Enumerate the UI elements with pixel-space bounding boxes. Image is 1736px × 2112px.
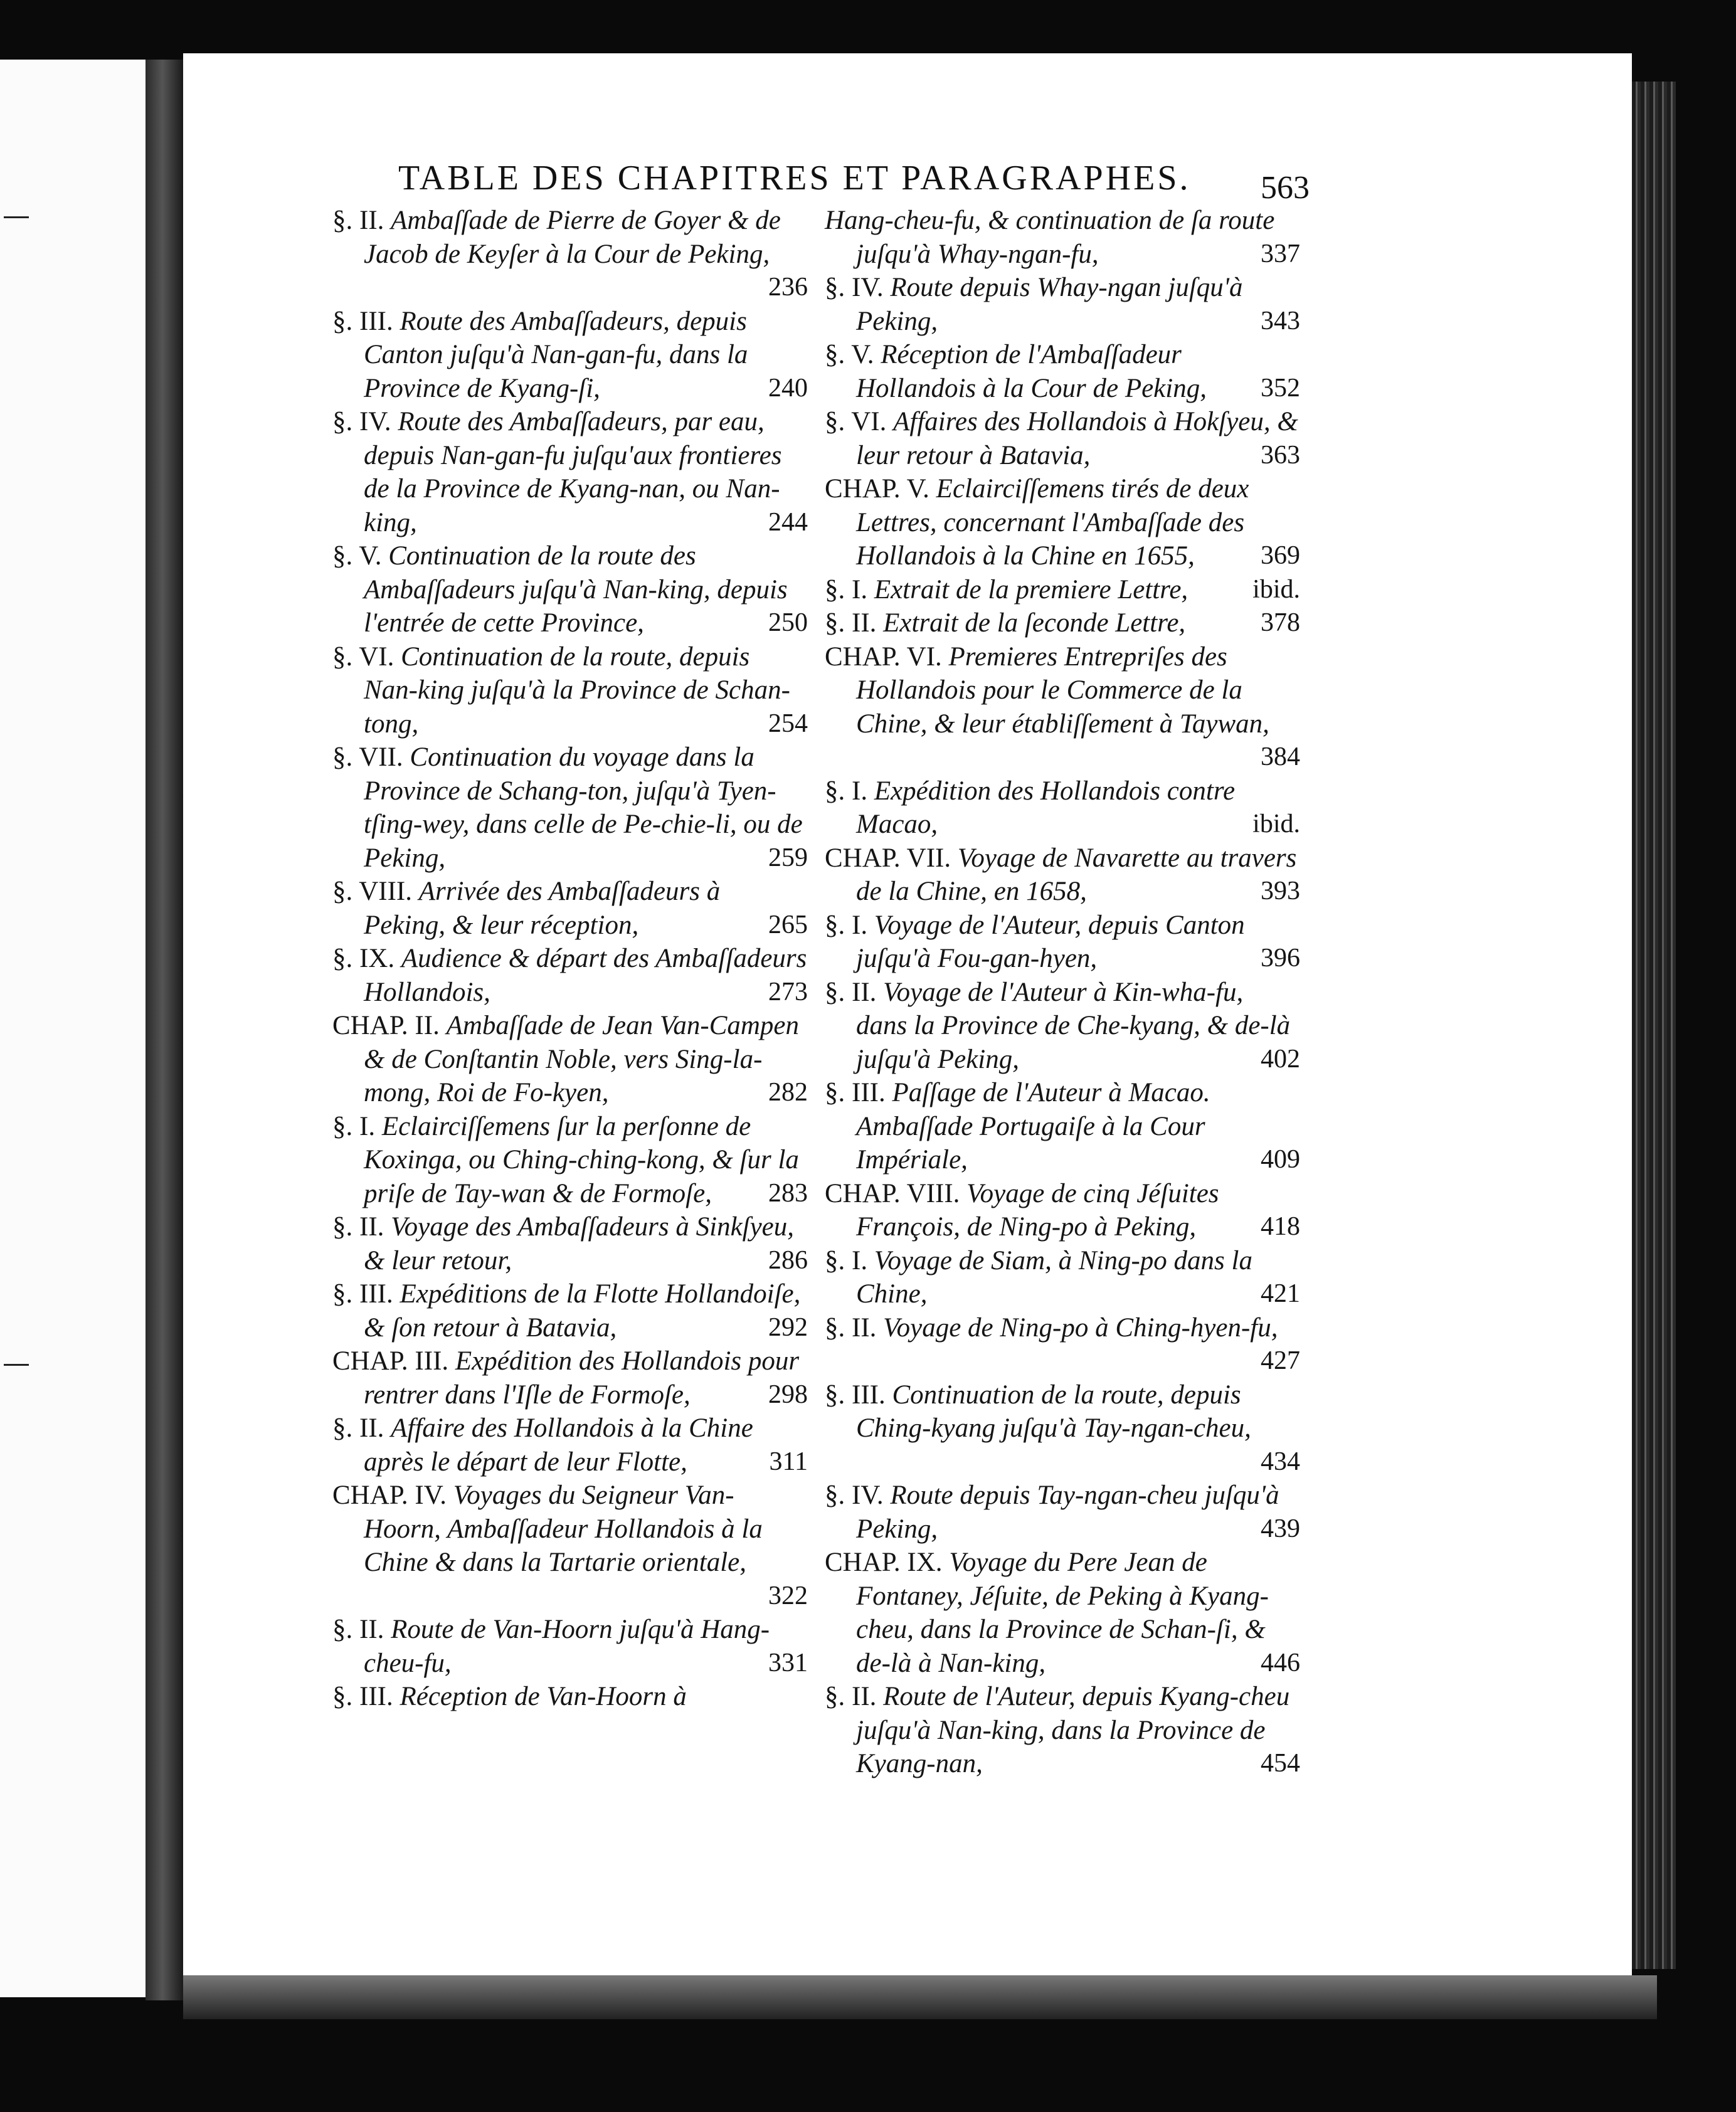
book-gutter	[146, 60, 183, 2000]
entry-page-number: 384	[1288, 741, 1300, 774]
toc-entry	[825, 640, 1300, 774]
section-mark: §. II.	[332, 1212, 384, 1242]
entry-title: Route de Van-Hoorn juſqu'à Hang-cheu-fu,	[364, 1615, 770, 1678]
entry-page-number: 439	[1288, 1513, 1300, 1546]
toc-entry	[332, 1344, 808, 1412]
toc-entry	[332, 1412, 808, 1479]
entry-title: Continuation de la route des Ambaſſadeurs juſqu'à Nan-king, depuis l'entrée de cette Province,	[364, 541, 788, 638]
entry-page-number: ibid.	[1280, 573, 1300, 607]
entry-title: Hang-cheu-fu, & continuation de ſa route juſqu'à Whay-ngan-fu,	[825, 206, 1275, 269]
toc-entry	[332, 875, 808, 942]
entry-page-number: 273	[796, 976, 808, 1010]
section-mark: §. II.	[332, 206, 384, 235]
entry-page-number: 434	[1288, 1445, 1300, 1479]
toc-entry	[332, 1110, 808, 1211]
section-mark: §. II.	[332, 1413, 384, 1443]
toc-entry	[825, 338, 1300, 405]
entry-title: Affaire des Hollandois à la Chine après le départ de leur Flotte,	[364, 1413, 753, 1477]
entry-title: Route de l'Auteur, depuis Kyang-cheu juſqu'à Nan-king, dans la Province de Kyang-nan,	[856, 1682, 1290, 1778]
section-mark: CHAP. IV.	[332, 1481, 447, 1510]
toc-entry	[825, 774, 1300, 842]
toc-entry	[825, 472, 1300, 573]
toc-entry	[332, 1680, 808, 1714]
section-mark: CHAP. VIII.	[825, 1178, 960, 1208]
toc-column-right	[825, 204, 1300, 1781]
facing-page-edge	[0, 60, 146, 1997]
toc-entry	[332, 539, 808, 640]
entry-title: Extrait de la premiere Lettre,	[874, 574, 1188, 605]
section-mark: §. IV.	[825, 1481, 884, 1510]
toc-entry	[825, 1244, 1300, 1311]
section-mark: §. VII.	[332, 742, 403, 772]
section-mark: §. VIII.	[332, 877, 412, 906]
toc-entry	[332, 1613, 808, 1680]
section-mark: §. III.	[825, 1078, 886, 1107]
entry-title: Réception de Van-Hoorn à	[400, 1682, 687, 1711]
entry-page-number: 236	[796, 271, 808, 305]
section-mark: §. IX.	[332, 944, 395, 973]
toc-column-left	[332, 204, 808, 1714]
section-mark: §. III.	[825, 1380, 886, 1410]
toc-entry	[332, 1277, 808, 1344]
section-mark: CHAP. IX.	[825, 1548, 943, 1577]
entry-title: Voyage de cinq Jéſuites François, de Ning-po à Peking,	[856, 1178, 1219, 1242]
entry-title: Premieres Entrepriſes des Hollandois pour le Commerce de la Chine, & leur établiſſement à Taywan,	[856, 642, 1269, 739]
section-mark: §. I.	[825, 776, 868, 806]
entry-title: Affaires des Hollandois à Hokſyeu, & leur retour à Batavia,	[856, 407, 1298, 470]
section-mark: §. IV.	[825, 273, 884, 302]
entry-page-number: 396	[1288, 942, 1300, 976]
toc-entry	[332, 640, 808, 741]
toc-entry	[332, 1210, 808, 1277]
entry-page-number: 454	[1288, 1747, 1300, 1781]
section-mark: CHAP. VII.	[825, 843, 951, 873]
entry-title: Continuation de la route, depuis Ching-kyang juſqu'à Tay-ngan-cheu,	[856, 1380, 1251, 1443]
section-mark: §. I.	[825, 910, 868, 940]
section-mark: §. III.	[332, 1279, 393, 1309]
entry-page-number: 393	[1288, 875, 1300, 909]
section-mark: §. I.	[332, 1111, 376, 1141]
entry-title: Paſſage de l'Auteur à Macao. Ambaſſade Portugaiſe à la Cour Impériale,	[856, 1078, 1210, 1175]
toc-entry	[825, 1378, 1300, 1479]
entry-page-number: 311	[797, 1445, 808, 1479]
entry-title: Voyage des Ambaſſadeurs à Sinkſyeu, & leur retour,	[364, 1212, 795, 1275]
toc-entry	[332, 942, 808, 1009]
toc-entry	[825, 1311, 1300, 1378]
section-mark: §. VI.	[825, 407, 887, 436]
entry-page-number: 421	[1288, 1277, 1300, 1311]
entry-title: Extrait de la ſeconde Lettre,	[883, 608, 1186, 638]
margin-mark	[4, 216, 29, 218]
entry-page-number: 282	[796, 1076, 808, 1110]
entry-page-number: 337	[1288, 238, 1300, 272]
entry-title: Réception de l'Ambaſſadeur Hollandois à la Cour de Peking,	[856, 340, 1207, 403]
toc-entry	[825, 1177, 1300, 1244]
entry-title: Continuation de la route, depuis Nan-king juſqu'à la Province de Schan-tong,	[364, 642, 790, 739]
entry-page-number: 369	[1288, 539, 1300, 573]
toc-entry	[825, 1546, 1300, 1680]
toc-entry	[825, 909, 1300, 976]
entry-page-number: 402	[1288, 1043, 1300, 1077]
entry-title: Arrivée des Ambaſſadeurs à Peking, & leur réception,	[364, 877, 721, 940]
entry-title: Voyage de l'Auteur à Kin-wha-fu, dans la Province de Che-kyang, & de-là juſqu'à Peking,	[856, 977, 1291, 1074]
entry-page-number: 250	[796, 606, 808, 640]
toc-entry	[332, 305, 808, 406]
toc-entry	[825, 976, 1300, 1077]
entry-page-number: 409	[1288, 1143, 1300, 1177]
entry-page-number: 298	[796, 1378, 808, 1412]
toc-entry	[825, 1680, 1300, 1781]
section-mark: §. I.	[825, 1245, 868, 1275]
toc-entry	[825, 1076, 1300, 1177]
entry-title: Audience & départ des Ambaſſadeurs Hollandois,	[364, 944, 807, 1007]
toc-entry	[332, 1479, 808, 1613]
section-mark: §. III.	[332, 306, 393, 336]
entry-title: Route depuis Whay-ngan juſqu'à Peking,	[856, 273, 1243, 336]
entry-title: Voyages du Seigneur Van-Hoorn, Ambaſſadeur Hollandois à la Chine & dans la Tartarie orientale,	[364, 1481, 763, 1577]
entry-page-number: 322	[796, 1580, 808, 1613]
toc-entry	[825, 573, 1300, 607]
toc-entry	[825, 842, 1300, 909]
section-mark: §. IV.	[332, 407, 391, 436]
entry-page-number: 244	[796, 506, 808, 540]
entry-title: Voyage de Navarette au travers de la Chine, en 1658,	[856, 843, 1297, 906]
section-mark: §. II.	[332, 1615, 384, 1644]
entry-page-number: 283	[796, 1177, 808, 1211]
entry-page-number: 418	[1288, 1210, 1300, 1244]
entry-page-number: 259	[796, 842, 808, 875]
section-mark: §. II.	[825, 1312, 877, 1343]
entry-page-number: 254	[796, 707, 808, 741]
toc-entry	[332, 1009, 808, 1110]
entry-title: Continuation du voyage dans la Province de Schang-ton, juſqu'à Tyen-tſing-wey, dans celle de Pe-chie-li, ou de Peking,	[364, 742, 803, 873]
section-mark: §. II.	[825, 608, 877, 638]
entry-title: Expédition des Hollandois contre Macao,	[856, 776, 1236, 839]
entry-title: Route depuis Tay-ngan-cheu juſqu'à Peking,	[856, 1481, 1279, 1544]
entry-page-number: 427	[1288, 1344, 1300, 1378]
scan-bottom-edge	[183, 1975, 1657, 2019]
entry-page-number: 352	[1288, 372, 1300, 406]
section-mark: §. III.	[332, 1682, 393, 1711]
entry-page-number: 378	[1288, 606, 1300, 640]
entry-page-number: 343	[1288, 305, 1300, 339]
toc-entry	[825, 405, 1300, 472]
entry-title: Voyage de l'Auteur, depuis Canton juſqu'à Fou-gan-hyen,	[856, 910, 1245, 973]
section-mark: CHAP. II.	[332, 1011, 440, 1040]
toc-entry	[825, 606, 1300, 640]
entry-title: Voyage de Siam, à Ning-po dans la Chine,	[856, 1245, 1252, 1309]
toc-entry	[332, 405, 808, 539]
margin-mark	[4, 1364, 29, 1366]
page-stack-edge	[1632, 82, 1676, 1969]
entry-title: Ambaſſade de Pierre de Goyer & de Jacob de Keyſer à la Cour de Peking,	[364, 206, 781, 269]
entry-title: Eclairciſſemens tirés de deux Lettres, concernant l'Ambaſſade des Hollandois à la Chine en 1655,	[856, 474, 1249, 571]
toc-entry	[825, 204, 1300, 271]
toc-entry	[825, 1479, 1300, 1546]
entry-title: Route des Ambaſſadeurs, depuis Canton juſqu'à Nan-gan-fu, dans la Province de Kyang-ſi,	[364, 306, 748, 403]
entry-page-number: 265	[796, 909, 808, 942]
entry-page-number: 363	[1288, 439, 1300, 473]
entry-title: Ambaſſade de Jean Van-Campen & de Conſtantin Noble, vers Sing-la-mong, Roi de Fo-kyen,	[364, 1011, 800, 1107]
section-mark: CHAP. V.	[825, 474, 929, 504]
entry-page-number: ibid.	[1280, 808, 1300, 842]
section-mark: §. II.	[825, 977, 877, 1007]
entry-title: Route des Ambaſſadeurs, par eau, depuis Nan-gan-fu juſqu'aux frontieres de la Province de Kyang-nan, ou Nan-king,	[364, 407, 782, 537]
section-mark: CHAP. VI.	[825, 642, 942, 672]
entry-page-number: 446	[1288, 1647, 1300, 1681]
entry-title: Expéditions de la Flotte Hollandoiſe, & ſon retour à Batavia,	[364, 1279, 801, 1343]
section-mark: §. VI.	[332, 642, 394, 672]
entry-title: Eclairciſſemens ſur la perſonne de Koxinga, ou Ching-ching-kong, & ſur la priſe de Tay-wan & de Formoſe,	[364, 1111, 799, 1208]
entry-title: Expédition des Hollandois pour rentrer dans l'Iſle de Formoſe,	[364, 1346, 800, 1410]
section-mark: §. II.	[825, 1682, 877, 1711]
section-mark: §. V.	[825, 340, 874, 369]
section-mark: CHAP. III.	[332, 1346, 449, 1376]
toc-entry	[332, 741, 808, 875]
entry-page-number: 331	[796, 1647, 808, 1681]
running-head: TABLE DES CHAPITRES ET PARAGRAPHES.	[398, 159, 1191, 198]
entry-page-number: 292	[796, 1311, 808, 1345]
toc-entry	[825, 271, 1300, 338]
entry-page-number: 240	[796, 372, 808, 406]
entry-title: Voyage de Ning-po à Ching-hyen-fu,	[883, 1312, 1278, 1343]
entry-page-number: 286	[796, 1244, 808, 1278]
toc-entry	[332, 204, 808, 305]
section-mark: §. I.	[825, 574, 868, 605]
page-number: 563	[1261, 170, 1310, 206]
section-mark: §. V.	[332, 541, 382, 571]
entry-title: Voyage du Pere Jean de Fontaney, Jéſuite, de Peking à Kyang-cheu, dans la Province de Schan-ſi, & de-là à Nan-king,	[856, 1548, 1269, 1678]
